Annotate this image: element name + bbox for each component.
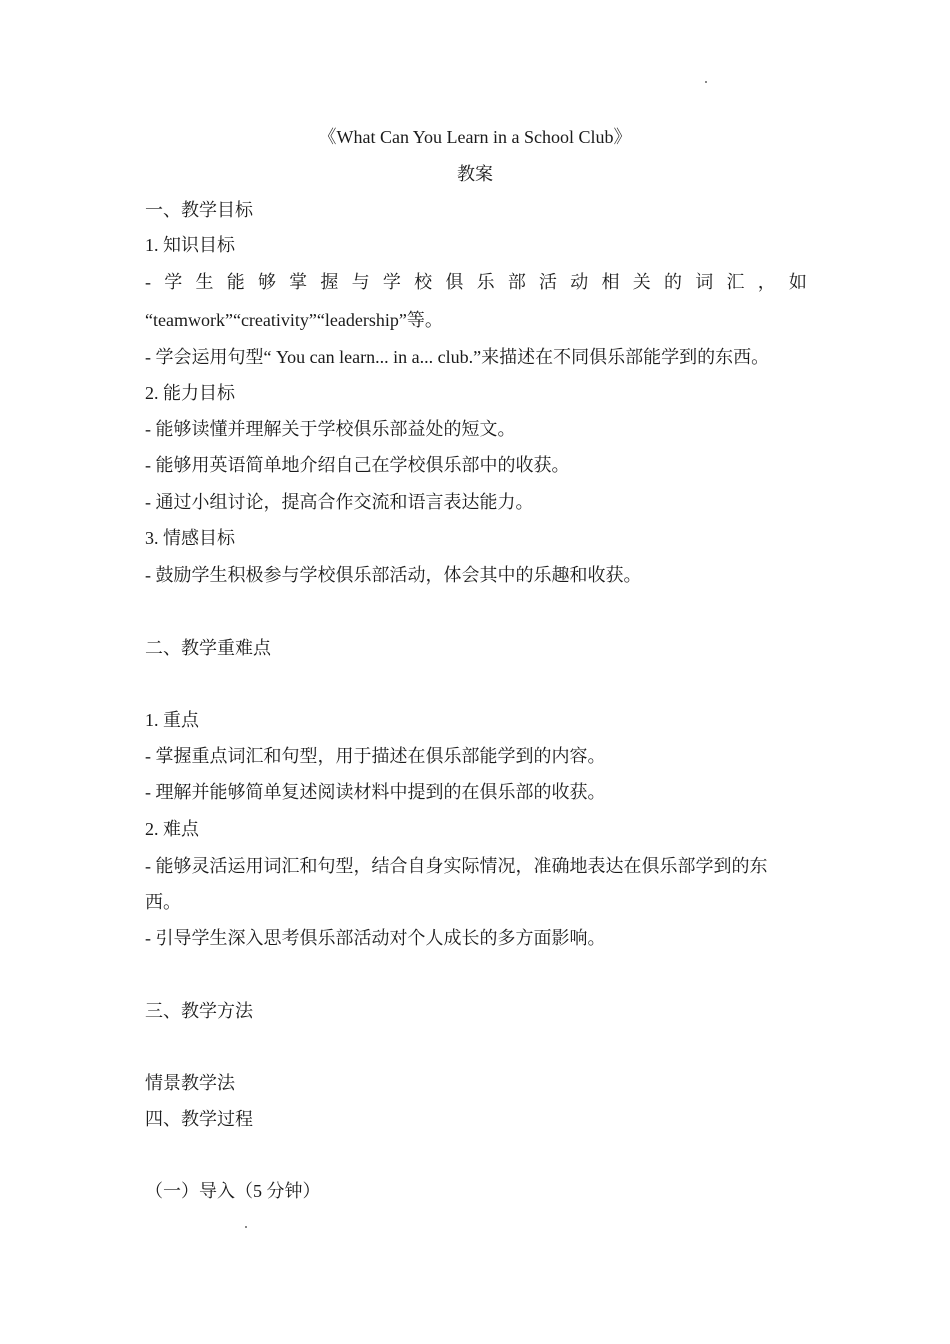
justified-char: 生 xyxy=(195,272,214,292)
justified-char: 掌 xyxy=(289,272,308,292)
justified-char: - xyxy=(145,272,151,292)
bullet-flexible-use-line2: 西。 xyxy=(145,892,181,912)
bullet-master-vocabulary: - 掌握重点词汇和句型，用于描述在俱乐部能学到的内容。 xyxy=(145,746,606,766)
bullet-sentence-pattern: - 学会运用句型“ You can learn... in a... club.”来描述在不同俱乐部能学到的东西。 xyxy=(145,347,770,367)
document-title: 《What Can You Learn in a School Club》 xyxy=(318,127,632,147)
page-mark-bottom xyxy=(245,1226,247,1228)
subheading-ability: 2. 能力目标 xyxy=(145,383,235,403)
subheading-difficult: 2. 难点 xyxy=(145,819,199,839)
subheading-key: 1. 重点 xyxy=(145,710,199,730)
bullet-reflection: - 引导学生深入思考俱乐部活动对个人成长的多方面影响。 xyxy=(145,928,606,948)
bullet-vocabulary-line1 xyxy=(145,270,807,294)
page-mark-top xyxy=(705,81,707,83)
justified-char: 动 xyxy=(570,272,589,292)
justified-char: 活 xyxy=(539,272,558,292)
bullet-vocabulary-line2: “teamwork”“creativity”“leadership”等。 xyxy=(145,310,443,330)
justified-char: 俱 xyxy=(445,272,464,292)
justified-char: 与 xyxy=(351,272,370,292)
subheading-knowledge: 1. 知识目标 xyxy=(145,235,235,255)
subheading-introduction: （一）导入（5 分钟） xyxy=(145,1181,321,1201)
justified-char: 汇 xyxy=(726,272,745,292)
justified-char: 相 xyxy=(601,272,620,292)
bullet-speaking: - 能够用英语简单地介绍自己在学校俱乐部中的收获。 xyxy=(145,455,570,475)
justified-char: 部 xyxy=(507,272,526,292)
justified-char: 乐 xyxy=(476,272,495,292)
justified-char: 的 xyxy=(663,272,682,292)
bullet-discussion: - 通过小组讨论，提高合作交流和语言表达能力。 xyxy=(145,492,534,512)
justified-char: 够 xyxy=(257,272,276,292)
section-heading-process: 四、教学过程 xyxy=(145,1109,253,1129)
document-subtitle: 教案 xyxy=(457,164,493,184)
section-heading-methods: 三、教学方法 xyxy=(145,1001,253,1021)
subheading-emotion: 3. 情感目标 xyxy=(145,528,235,548)
bullet-retell: - 理解并能够简单复述阅读材料中提到的在俱乐部的收获。 xyxy=(145,782,606,802)
section-heading-key-points: 二、教学重难点 xyxy=(145,638,271,658)
justified-char: 关 xyxy=(632,272,651,292)
justified-char: ， xyxy=(757,272,776,292)
methods-body: 情景教学法 xyxy=(145,1073,235,1093)
bullet-reading: - 能够读懂并理解关于学校俱乐部益处的短文。 xyxy=(145,419,516,439)
bullet-flexible-use-line1: - 能够灵活运用词汇和句型，结合自身实际情况，准确地表达在俱乐部学到的东 xyxy=(145,856,768,876)
justified-char: 握 xyxy=(320,272,339,292)
justified-char: 校 xyxy=(414,272,433,292)
justified-char: 能 xyxy=(226,272,245,292)
section-heading-objectives: 一、教学目标 xyxy=(145,200,253,220)
justified-char: 学 xyxy=(382,272,401,292)
bullet-encourage: - 鼓励学生积极参与学校俱乐部活动，体会其中的乐趣和收获。 xyxy=(145,565,642,585)
justified-char: 学 xyxy=(164,272,183,292)
justified-char: 如 xyxy=(788,272,807,292)
justified-char: 词 xyxy=(695,272,714,292)
